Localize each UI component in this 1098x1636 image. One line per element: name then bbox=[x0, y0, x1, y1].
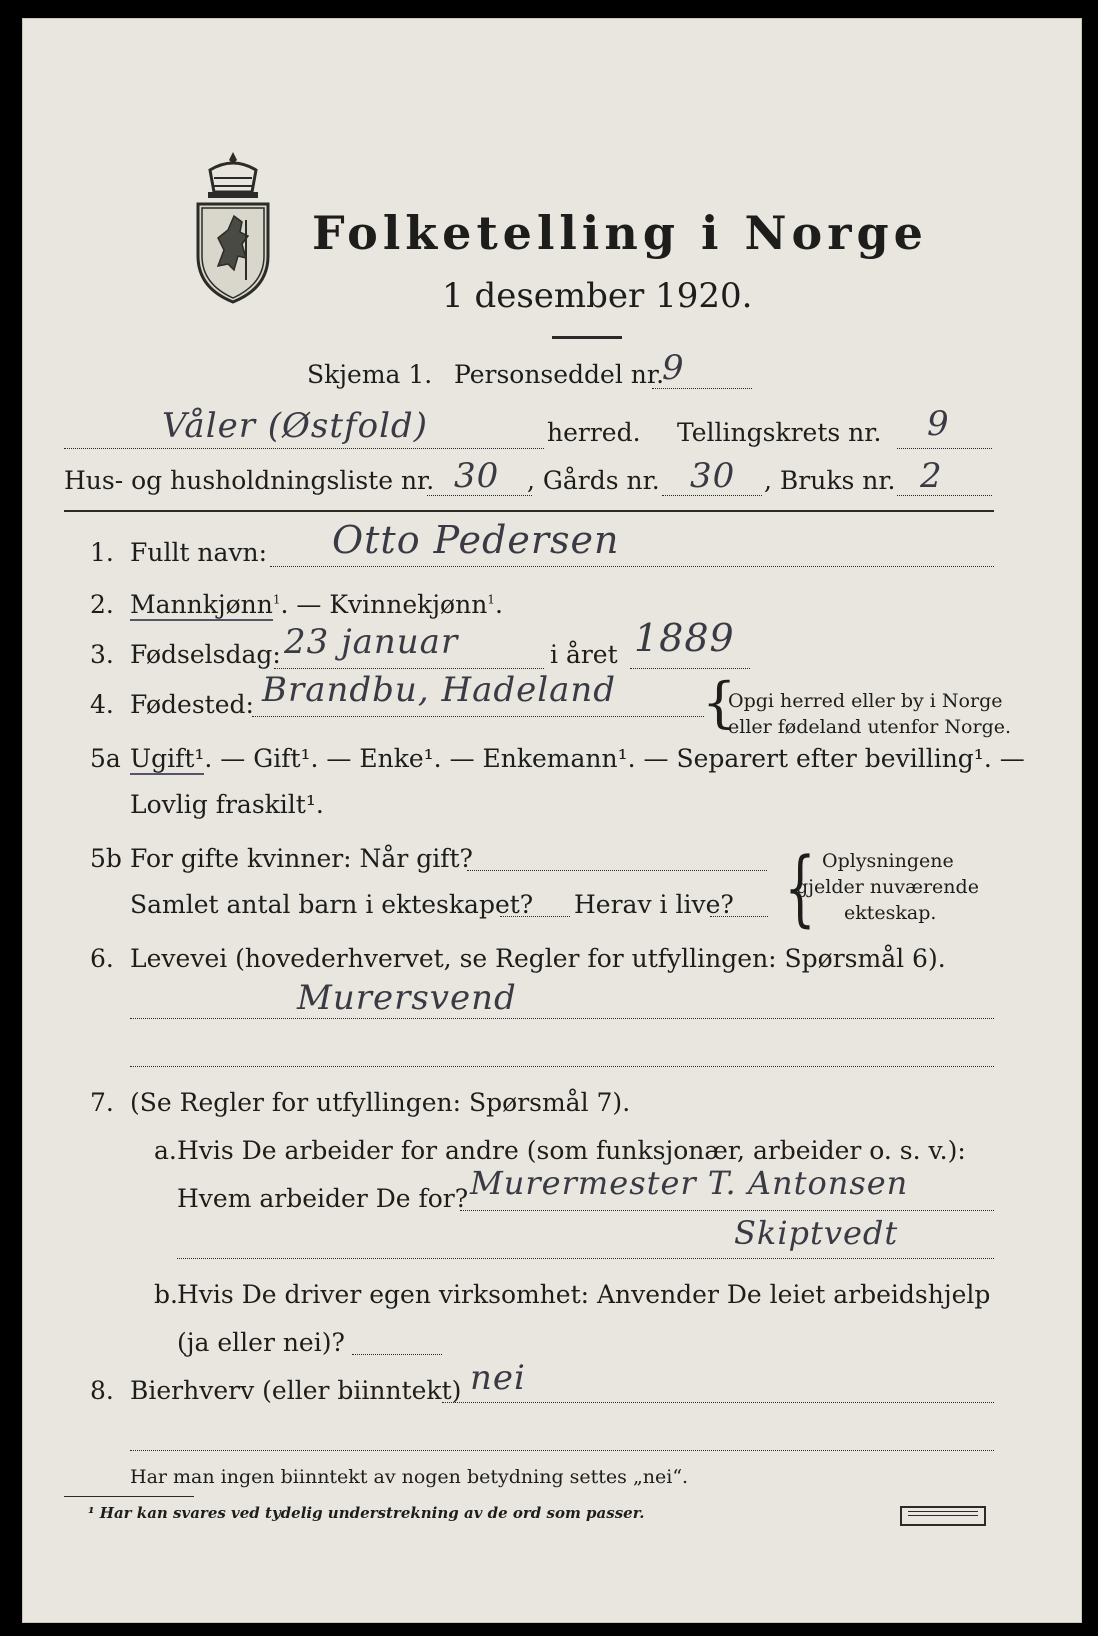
q8-number: 8. bbox=[90, 1376, 114, 1405]
bruks-label: , Bruks nr. bbox=[764, 466, 896, 495]
q5a-fraskilt[interactable]: Lovlig fraskilt¹. bbox=[130, 790, 324, 819]
q5b-line2b: Herav i live? bbox=[574, 890, 734, 919]
q7b-line1: Hvis De driver egen virksomhet: Anvender De leiet arbeidshjelp bbox=[177, 1280, 991, 1309]
q4-label: Fødested: bbox=[130, 690, 254, 719]
option-male[interactable]: Mannkjønn bbox=[130, 590, 273, 619]
q3-number: 3. bbox=[90, 640, 114, 669]
side-income-value[interactable]: nei bbox=[470, 1358, 526, 1398]
birthplace-value[interactable]: Brandbu, Hadeland bbox=[262, 670, 617, 710]
herred-label: herred. bbox=[547, 418, 641, 447]
hus-value[interactable]: 30 bbox=[454, 456, 500, 496]
footnote: ¹ Har kan svares ved tydelig understrekning av de ord som passer. bbox=[88, 1504, 645, 1522]
q2-number: 2. bbox=[90, 590, 114, 619]
q5b-note-line1: Oplysningene bbox=[822, 850, 954, 872]
q1-label: Fullt navn: bbox=[130, 538, 268, 567]
q1-line bbox=[270, 566, 994, 567]
hus-label: Hus- og husholdningsliste nr. bbox=[64, 466, 435, 495]
birth-year-value[interactable]: 1889 bbox=[634, 616, 735, 660]
employer-line1 bbox=[460, 1210, 994, 1211]
q6-number: 6. bbox=[90, 944, 114, 973]
personseddel-label: Personseddel nr. bbox=[454, 360, 665, 389]
tellingskrets-label: Tellingskrets nr. bbox=[677, 418, 882, 447]
form-title: Folketelling i Norge bbox=[312, 206, 928, 260]
herred-line bbox=[64, 448, 544, 449]
q7a-line1: Hvis De arbeider for andre (som funksjonær, arbeider o. s. v.): bbox=[177, 1136, 966, 1165]
q7b-line2: (ja eller nei)? bbox=[177, 1328, 345, 1357]
header-rule bbox=[64, 510, 994, 512]
occupation-value[interactable]: Murersvend bbox=[297, 978, 517, 1018]
q1-number: 1. bbox=[90, 538, 114, 567]
birthplace-line bbox=[252, 716, 704, 717]
q6-label: Levevei (hovederhvervet, se Regler for utfyllingen: Spørsmål 6). bbox=[130, 944, 946, 973]
q5a-other-options[interactable]: . — Gift¹. — Enke¹. — Enkemann¹. — Separert efter bevilling¹. — bbox=[204, 744, 1025, 773]
option-female[interactable]: Kvinnekjønn bbox=[329, 590, 488, 619]
q5b-line1: For gifte kvinner: Når gift? bbox=[130, 844, 473, 873]
employer-place-value[interactable]: Skiptvedt bbox=[734, 1214, 899, 1252]
q7a-number: a. bbox=[154, 1136, 177, 1165]
herred-value[interactable]: Våler (Østfold) bbox=[162, 406, 428, 446]
employer-line2 bbox=[177, 1258, 994, 1259]
skjema-label: Skjema 1. bbox=[307, 360, 433, 389]
q7-number: 7. bbox=[90, 1088, 114, 1117]
personseddel-value[interactable]: 9 bbox=[662, 348, 685, 388]
birthday-value[interactable]: 23 januar bbox=[284, 622, 459, 662]
birthday-line bbox=[274, 668, 544, 669]
occupation-line2 bbox=[130, 1066, 994, 1067]
q2-options: Mannkjønn$^1$. — Kvinnekjønn$^1$. bbox=[130, 590, 503, 619]
q4-brace: { bbox=[702, 671, 737, 734]
q5b-note-line2: gjelder nuværende bbox=[796, 876, 979, 898]
bruks-value[interactable]: 2 bbox=[920, 456, 943, 496]
printer-stamp-icon bbox=[900, 1506, 986, 1526]
bruks-line bbox=[897, 495, 992, 496]
gards-label: , Gårds nr. bbox=[527, 466, 660, 495]
q5b-line2a: Samlet antal barn i ekteskapet? bbox=[130, 890, 534, 919]
year-line bbox=[630, 668, 750, 669]
occupation-line1 bbox=[130, 1018, 994, 1019]
full-name-value[interactable]: Otto Pedersen bbox=[332, 518, 620, 562]
gards-value[interactable]: 30 bbox=[690, 456, 736, 496]
q4-number: 4. bbox=[90, 690, 114, 719]
q8-label: Bierhverv (eller biinntekt) bbox=[130, 1376, 462, 1405]
census-date: 1 desember 1920. bbox=[442, 276, 753, 316]
personseddel-line bbox=[652, 388, 752, 389]
coat-of-arms-icon bbox=[190, 148, 276, 306]
alive-line bbox=[710, 916, 768, 917]
q7a-line2: Hvem arbeider De for? bbox=[177, 1184, 469, 1213]
q5b-brace: { bbox=[784, 841, 816, 936]
q7b-number: b. bbox=[154, 1280, 178, 1309]
side-income-line2 bbox=[130, 1450, 994, 1451]
married-date-line bbox=[467, 870, 767, 871]
employer-value[interactable]: Murermester T. Antonsen bbox=[470, 1164, 909, 1202]
q5a-number: 5a bbox=[90, 744, 121, 773]
footnote-rule bbox=[64, 1496, 194, 1497]
children-line bbox=[500, 916, 570, 917]
option-ugift[interactable]: Ugift¹ bbox=[130, 744, 205, 773]
q7-label: (Se Regler for utfyllingen: Spørsmål 7). bbox=[130, 1088, 631, 1117]
tellingskrets-line bbox=[897, 448, 992, 449]
side-income-note: Har man ingen biinntekt av nogen betydning settes „nei“. bbox=[130, 1466, 689, 1488]
title-divider bbox=[552, 336, 622, 339]
hired-help-line bbox=[352, 1354, 442, 1355]
q5b-note-line3: ekteskap. bbox=[844, 902, 937, 924]
census-form bbox=[22, 18, 1082, 1623]
q3-label: Fødselsdag: bbox=[130, 640, 281, 669]
q5a-options bbox=[130, 744, 1025, 773]
q2-end: . bbox=[494, 590, 503, 619]
q4-note-line1: Opgi herred eller by i Norge bbox=[728, 690, 1003, 712]
q2-separator: . — bbox=[280, 590, 330, 619]
q5b-number: 5b bbox=[90, 844, 122, 873]
year-label: i året bbox=[550, 640, 618, 669]
side-income-line1 bbox=[442, 1402, 994, 1403]
tellingskrets-value[interactable]: 9 bbox=[927, 404, 950, 444]
q4-note-line2: eller fødeland utenfor Norge. bbox=[728, 716, 1012, 738]
